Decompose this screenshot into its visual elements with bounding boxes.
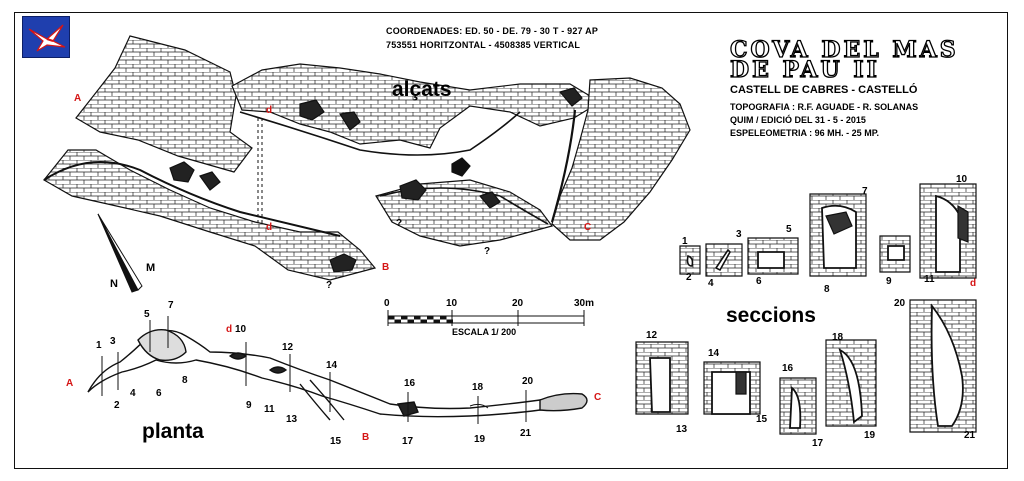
plan-station-label: 2	[114, 400, 120, 411]
section-label: 21	[964, 430, 976, 441]
plan-station-label: 3	[110, 336, 116, 347]
plan-station-label: 17	[402, 436, 414, 447]
unknown-mark-2: ?	[484, 246, 491, 257]
plan-station-label: 18	[472, 382, 484, 393]
plan-station-label: 15	[330, 436, 342, 447]
elevation-view	[44, 36, 690, 280]
plan-station-label: 16	[404, 378, 416, 389]
marker-d-section: d	[970, 278, 977, 289]
section-label: 20	[894, 298, 906, 309]
plan-view-title: planta	[142, 420, 204, 443]
scale-label: ESCALA 1/ 200	[452, 327, 517, 337]
scale-bar-segment	[401, 316, 408, 320]
marker-d-elevation-top: d	[266, 105, 273, 116]
north-label-m: M	[146, 262, 156, 274]
plan-station-label: 20	[522, 376, 534, 387]
section-label: 8	[824, 284, 830, 295]
unknown-mark-3: ?	[326, 280, 333, 291]
section-label: 7	[862, 186, 868, 197]
plan-station-label: 4	[130, 388, 136, 399]
scale-tick-30: 30m	[574, 298, 595, 309]
north-label-n: N	[110, 278, 118, 290]
section-label: 16	[782, 363, 794, 374]
scale-bar-segment	[395, 320, 402, 324]
section-label: 12	[646, 330, 658, 341]
coordinates-line-2: 753551 HORITZONTAL - 4508385 VERTICAL	[386, 40, 581, 50]
scale-bar-segment	[427, 316, 434, 320]
marker-d-elevation-bottom: d	[266, 222, 273, 233]
section-label: 17	[812, 438, 824, 449]
marker-b-elevation: B	[382, 262, 390, 273]
plan-station-label: 1	[96, 340, 102, 351]
section-label: 4	[708, 278, 714, 289]
edition-date: QUIM / EDICIÓ DEL 31 - 5 - 2015	[730, 115, 866, 125]
scale-tick-20: 20	[512, 298, 524, 309]
plan-station-label: 8	[182, 375, 188, 386]
map-title-line-2: DE PAU II	[730, 57, 880, 83]
unknown-mark-1: ?	[396, 218, 403, 229]
section-label: 14	[708, 348, 720, 359]
plan-station-label: 19	[474, 434, 486, 445]
plan-station-label: 14	[326, 360, 338, 371]
scale-bar	[388, 310, 584, 326]
map-title-line-1: COVA DEL MAS	[730, 37, 959, 63]
section-label: 10	[956, 174, 968, 185]
scale-bar-segment	[434, 320, 441, 324]
scale-bar-segment	[414, 316, 421, 320]
section-label: 6	[756, 276, 762, 287]
plan-station-label: 13	[286, 414, 298, 425]
scale-bar-segment	[421, 320, 428, 324]
plan-station-label: 10	[235, 324, 247, 335]
topography-authors: TOPOGRAFIA : R.F. AGUADE - R. SOLANAS	[730, 102, 919, 112]
section-label: 3	[736, 229, 742, 240]
marker-d-plan: d	[226, 324, 233, 335]
section-label: 5	[786, 224, 792, 235]
section-label: 9	[886, 276, 892, 287]
marker-c-elevation: C	[584, 222, 592, 233]
elevation-view-title: alçats	[392, 78, 452, 101]
section-label: 13	[676, 424, 688, 435]
coordinates-line-1: COORDENADES: ED. 50 - DE. 79 - 30 T - 927 AP	[386, 26, 599, 36]
plan-station-label: 11	[264, 404, 275, 415]
plan-station-label: 5	[144, 309, 150, 320]
plan-station-label: 12	[282, 342, 294, 353]
plan-station-label: 7	[168, 300, 174, 311]
scale-bar-segment	[408, 320, 415, 324]
marker-b-plan: B	[362, 432, 370, 443]
plan-view	[88, 330, 587, 420]
section-label: 15	[756, 414, 768, 425]
section-label: 2	[686, 272, 692, 283]
scale-tick-0: 0	[384, 298, 390, 309]
section-label: 1	[682, 236, 688, 247]
section-label: 11	[924, 274, 935, 285]
section-label: 19	[864, 430, 876, 441]
scale-bar-segment	[388, 316, 395, 320]
plan-station-label: 21	[520, 428, 532, 439]
marker-a-plan: A	[66, 378, 74, 389]
location-label: CASTELL DE CABRES - CASTELLÓ	[730, 84, 918, 96]
section-label: 18	[832, 332, 844, 343]
plan-station-label: 6	[156, 388, 162, 399]
north-arrow	[98, 214, 142, 292]
sections-title: seccions	[726, 304, 816, 327]
marker-a-elevation: A	[74, 93, 82, 104]
speleometry: ESPELEOMETRIA : 96 MH. - 25 MP.	[730, 128, 880, 138]
scale-tick-10: 10	[446, 298, 458, 309]
scale-bar-segment	[440, 316, 447, 320]
plan-station-label: 9	[246, 400, 252, 411]
marker-c-plan: C	[594, 392, 602, 403]
